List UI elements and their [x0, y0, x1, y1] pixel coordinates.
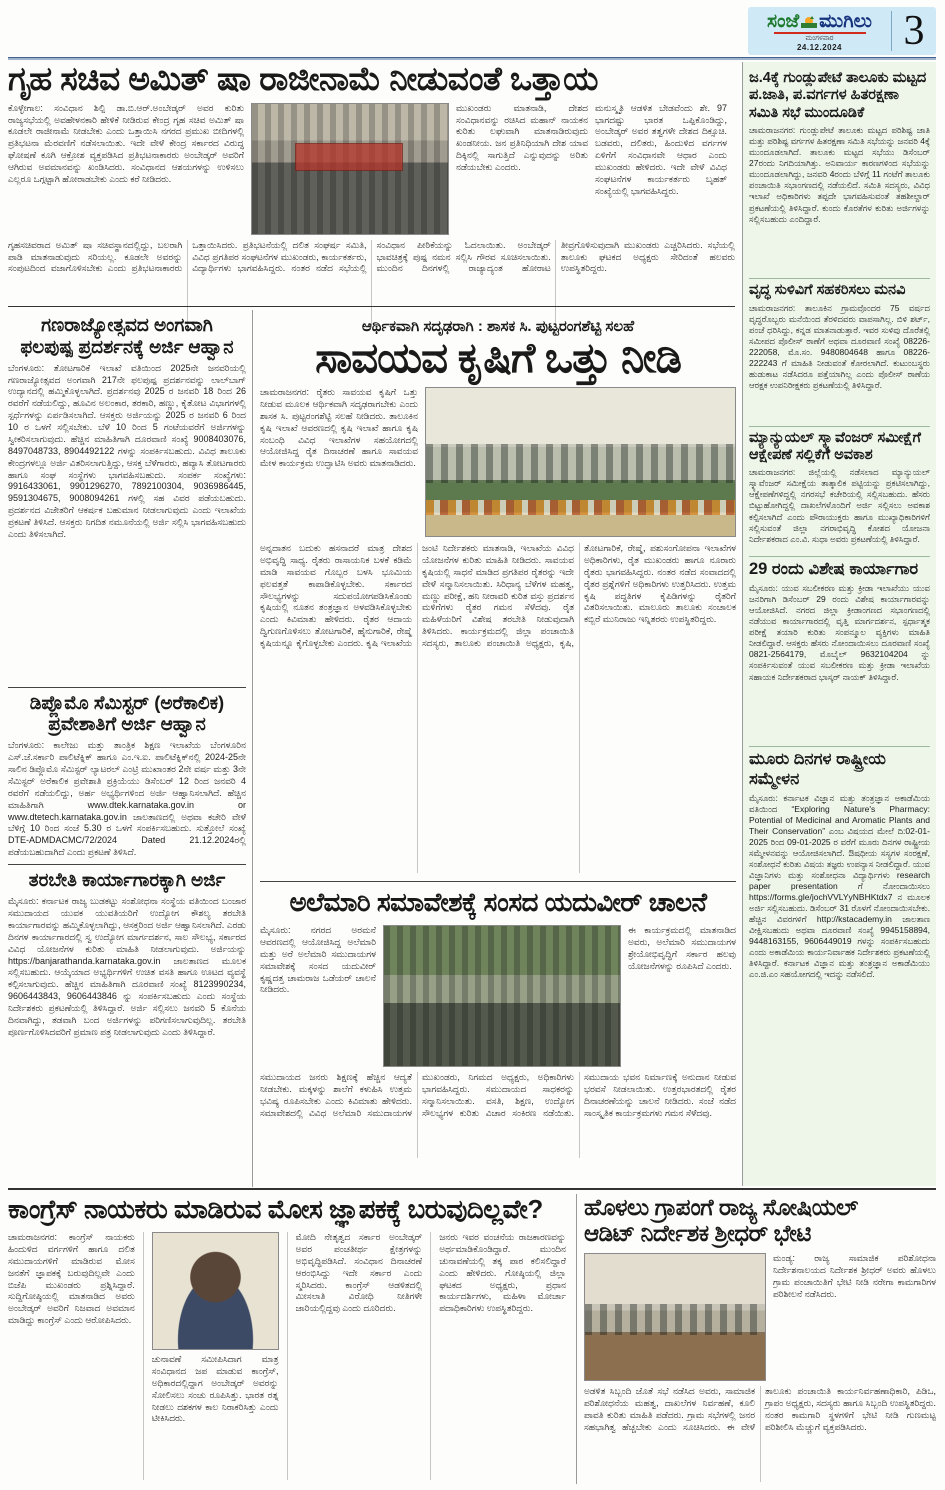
organic-bottom-3: ಕಾರ್ಯಕ್ರಮದಲ್ಲಿ ಜಿಲ್ಲಾ ಪಂಚಾಯಿತಿ ಸದಸ್ಯರು, ತಾಲೂಕು ಪಂಚಾಯಿತಿ ಅಧ್ಯಕ್ಷರು, ಕೃಷಿ, ತೋಟಗಾರಿಕೆ, ರೇಷ್ಮೆ, ಪಶುಸಂಗೋಪನಾ ಇಲಾಖೆಗಳ ಅಧಿಕಾರಿಗಳು, ರೈತ ಮುಖಂಡರು ಹಾಗೂ ನೂರಾರು ರೈತರು ಭಾಗವಹಿಸಿದ್ದರು. ನಂತರ ನಡೆದ ಸಂವಾದದಲ್ಲಿ ರೈತರ ಪ್ರಶ್ನೆಗಳಿಗೆ ಅಧಿಕಾರಿಗಳು ಉತ್ತರಿಸಿದರು. ಉತ್ತಮ ಕೃಷಿ ಪದ್ಧತಿಗಳ ಕೈಪಿಡಿಗಳನ್ನು ರೈತರಿಗೆ ವಿತರಿಸಲಾಯಿತು. ಮಾಲೂರು ತಾಲೂಕು ಸಂಚಾಲಕ ಕಬ್ಬಿರೆ ಮುನಿರಾಜು ಇನ್ನಿತರರು ಉಪಸ್ಥಿತರಿದ್ದರು. — [422, 543, 736, 648]
masthead — [748, 7, 936, 55]
alemari-body-bottom — [260, 1072, 736, 1158]
column-rule — [143, 1232, 144, 1480]
page-number: 3 — [903, 8, 925, 54]
middle-column — [260, 310, 736, 1187]
article-flower-show — [8, 310, 246, 681]
masthead-day: ಮಂಗಳವಾರ — [805, 34, 834, 42]
column-rule — [287, 1232, 288, 1480]
article-amit-shah — [8, 62, 735, 302]
organic-bottom-2: ಕೃಷಿ ಇಲಾಖೆಯ ಜಂಟಿ ನಿರ್ದೇಶಕರು ಮಾತನಾಡಿ, ಇಲಾಖೆಯ ವಿವಿಧ ಯೋಜನೆಗಳ ಕುರಿತು ಮಾಹಿತಿ ನೀಡಿದರು. ಸಾವಯವ ಕೃಷಿಯಲ್ಲಿ ಸಾಧನೆ ಮಾಡಿದ ಪ್ರಗತಿಪರ ರೈತರನ್ನು ಇದೇ ವೇಳೆ ಸನ್ಮಾನಿಸಲಾಯಿತು. ಸಿರಿಧಾನ್ಯ ಬೆಳೆಗಳ ಮಹತ್ವ, ಮಣ್ಣು ಪರೀಕ್ಷೆ, ಹನಿ ನೀರಾವರಿ ಕುರಿತ ವಸ್ತು ಪ್ರದರ್ಶನ ಮಳಿಗೆಗಳು ರೈತರ ಗಮನ ಸೆಳೆದವು. ರೈತ ಮಹಿಳೆಯರಿಗೆ ವಿಶೇಷ ತರಬೇತಿ ನೀಡುವುದಾಗಿ ತಿಳಿಸಿದರು. — [366, 543, 574, 648]
top-story-headline: ಗೃಹ ಸಚಿವ ಅಮಿತ್ ಷಾ ರಾಜೀನಾಮೆ ನೀಡುವಂತೆ ಒತ್ತಾಯ — [8, 60, 598, 97]
diploma-body: ಬೆಂಗಳೂರು: ಕಾಲೇಜು ಮತ್ತು ತಾಂತ್ರಿಕ ಶಿಕ್ಷಣ ಇಲಾಖೆಯ ಬೆಂಗಳೂರಿನ ಎಸ್.ಜೆ.ಸರ್ಕಾರಿ ಪಾಲಿಟೆಕ್ನಿಕ್ ಹಾಗೂ ಎಂ.ಇ.ಐ. ಪಾಲಿಟೆಕ್ನಿಕ್‌ನಲ್ಲಿ 2024-25ನೇ ಸಾಲಿನ ಡಿಪ್ಲೊಮೊ ಸೆಮಿಸ್ಟರ್ ಲ್ಯಾಟರಲ್ ಎಂಟ್ರಿ ಮುಖಾಂತರ 2ನೇ ವರ್ಷ ಮತ್ತು 3ನೇ ಸೆಮಿಸ್ಟರ್ ಅರೆಕಾಲಿಕ ಪ್ರವೇಶಾತಿ ಪ್ರಕ್ರಿಯೆಯು ಡಿಸೆಂಬರ್ 12 ರಿಂದ ಜನವರಿ 4 ರವರೆಗೆ ನಡೆಯಲಿದ್ದು, ಅರ್ಹ ಅಭ್ಯರ್ಥಿಗಳಿಂದ ಅರ್ಜಿ ಆಹ್ವಾನಿಸಲಾಗಿದೆ. ಹೆಚ್ಚಿನ ಮಾಹಿತಿಗಾಗಿ www.dtek.karnataka.gov.in or www.dtetech.karnataka.gov.in ಜಾಲತಾಣದಲ್ಲಿ ಅಥವಾ ಕಚೇರಿ ವೇಳೆ ಬೆಳಿಗ್ಗೆ 10 ರಿಂದ ಸಂಜೆ 5.30 ರ ಒಳಗೆ ಸಂಪರ್ಕಿಸಬಹುದು. ಸುತ್ತೋಲೆ ಸಂಖ್ಯೆ DTE-ADMDACMC/72/2024 Dated 21.12.2024ರಲ್ಲಿ ಪಡೆಯಬಹುದಾಗಿದೆ ಎಂದು ಪ್ರಕಟಣೆ ತಿಳಿಸಿದೆ. — [8, 740, 246, 858]
section-rule — [8, 306, 735, 307]
top-story-col2: ಮುಖಂಡರು ಮಾತನಾಡಿ, ದೇಶದ ಸಂವಿಧಾನವನ್ನು ರಚಿಸಿದ ಮಹಾನ್ ನಾಯಕನ ಕುರಿತು ಲಘುವಾಗಿ ಮಾತನಾಡಿರುವುದು ಖಂಡನೀಯ. ಜನ ಪ್ರತಿನಿಧಿಯಾಗಿ ದೇಶ ಯಾವ ದಿಕ್ಕಿನಲ್ಲಿ ಸಾಗುತ್ತಿದೆ ಎನ್ನುವುದನ್ನು ಅರಿತು ನಡೆಯಬೇಕು ಎಂದರು. — [456, 102, 588, 173]
masthead-brand — [748, 7, 891, 55]
brand-name-part1: ಸಂಜೆ — [767, 10, 800, 32]
organic-body-left: ಚಾಮರಾಜನಗರ: ರೈತರು ಸಾವಯವ ಕೃಷಿಗೆ ಒತ್ತು ನೀಡುವ ಮೂಲಕ ಆರ್ಥಿಕವಾಗಿ ಸದೃಢರಾಗಬೇಕು ಎಂದು ಶಾಸಕ ಸಿ. ಪುಟ್ಟರಂಗಶೆಟ್ಟಿ ಸಲಹೆ ನೀಡಿದರು. ತಾಲೂಕಿನ ಕೃಷಿ ಇಲಾಖೆ ಆವರಣದಲ್ಲಿ ಕೃಷಿ ಇಲಾಖೆ ಹಾಗೂ ಕೃಷಿ ಸಂಬಂಧಿ ವಿವಿಧ ಇಲಾಖೆಗಳ ಸಹಯೋಗದಲ್ಲಿ ಆಯೋಜಿಸಿದ್ದ ರೈತ ದಿನಾಚರಣೆ ಹಾಗೂ ಸಾವಯವ ಮೇಳ ಕಾರ್ಯಕ್ರಮ ಉದ್ಘಾಟಿಸಿ ಅವರು ಮಾತನಾಡಿದರು. — [260, 387, 418, 469]
organic-headline: ಸಾವಯವ ಕೃಷಿಗೆ ಒತ್ತು ನೀಡಿ — [315, 334, 681, 381]
congress-col3: ಮೋದಿ ನೇತೃತ್ವದ ಸರ್ಕಾರ ಅಂಬೇಡ್ಕರ್ ಅವರ ಪಂಚತೀರ್ಥ ಕ್ಷೇತ್ರಗಳನ್ನು ಅಭಿವೃದ್ಧಿಪಡಿಸಿದೆ. ಸಂವಿಧಾನ ದಿನಾಚರಣೆ ಆರಂಭಿಸಿದ್ದು ಇದೇ ಸರ್ಕಾರ ಎಂದು ಸ್ಮರಿಸಿದರು. ಕಾಂಗ್ರೆಸ್ ಆಡಳಿತದಲ್ಲಿ ಮೀಸಲಾತಿ ವಿರೋಧಿ ನೀತಿಗಳೇ ಜಾರಿಯಲ್ಲಿದ್ದವು ಎಂದು ದೂರಿದರು. — [295, 1232, 423, 1314]
sunset-palm-icon — [801, 14, 817, 28]
top-story-bottom: ಗೃಹಸಚಿವರಾದ ಅಮಿತ್ ಷಾ ಸಚಿವಸ್ಥಾನದಲ್ಲಿದ್ದು, ಬಲರಾಗಿ ಪಾಡಿ ಮಾತನಾಡುವುದು ಸರಿಯಲ್ಲ. ಕೂಡಲೇ ಅವರನ್ನು ಸಂಪುಟದಿಂದ ವಜಾಗೊಳಿಸಬೇಕು ಎಂದು ಪ್ರತಿಭಟನಾಕಾರರು ಒತ್ತಾಯಿಸಿದರು. ಪ್ರತಿಭಟನೆಯಲ್ಲಿ ದಲಿತ ಸಂಘರ್ಷ ಸಮಿತಿ, ವಿವಿಧ ಪ್ರಗತಿಪರ ಸಂಘಟನೆಗಳ ಮುಖಂಡರು, ಕಾರ್ಯಕರ್ತರು, ವಿದ್ಯಾರ್ಥಿಗಳು ಭಾಗವಹಿಸಿದ್ದರು. ನಂತರ ನಡೆದ ಸಭೆಯಲ್ಲಿ ಸಂವಿಧಾನ ಪೀಠಿಕೆಯನ್ನು ಓದಲಾಯಿತು. ಅಂಬೇಡ್ಕರ್ ಭಾವಚಿತ್ರಕ್ಕೆ ಪುಷ್ಪ ನಮನ ಸಲ್ಲಿಸಿ ಗೌರವ ಸೂಚಿಸಲಾಯಿತು. ಮುಂದಿನ ದಿನಗಳಲ್ಲಿ ರಾಜ್ಯಾದ್ಯಂತ ಹೋರಾಟ ತೀವ್ರಗೊಳಿಸುವುದಾಗಿ ಮುಖಂಡರು ಎಚ್ಚರಿಸಿದರು. ಸಭೆಯಲ್ಲಿ ತಾಲೂಕು ಘಟಕದ ಅಧ್ಯಕ್ಷರು ಸೇರಿದಂತೆ ಹಲವರು ಉಪಸ್ಥಿತರಿದ್ದರು. — [8, 239, 735, 274]
protest-photo — [251, 103, 449, 235]
top-story-col1: ಕೊಳ್ಳೇಗಾಲ: ಸಂವಿಧಾನ ಶಿಲ್ಪಿ ಡಾ.ಬಿ.ಆರ್.ಅಂಬೇಡ್ಕರ್ ಅವರ ಕುರಿತು ರಾಜ್ಯಸಭೆಯಲ್ಲಿ ಅವಹೇಳನಕಾರಿ ಹೇಳಿಕೆ ನೀಡಿರುವ ಕೇಂದ್ರ ಗೃಹ ಸಚಿವ ಅಮಿತ್ ಷಾ ಕೂಡಲೇ ರಾಜೀನಾಮೆ ನೀಡಬೇಕು ಎಂದು ಒತ್ತಾಯಿಸಿ ನಗರದ ಪ್ರಮುಖ ಬೀದಿಗಳಲ್ಲಿ ಪ್ರತಿಭಟನಾ ಮೆರವಣಿಗೆ ನಡೆಸಲಾಯಿತು. ಇದೇ ವೇಳೆ ಕೇಂದ್ರ ಸರ್ಕಾರದ ವಿರುದ್ಧ ಘೋಷಣೆ ಕೂಗಿ ಆಕ್ರೋಶ ವ್ಯಕ್ತಪಡಿಸಿದ ಪ್ರತಿಭಟನಾಕಾರರು ಅಂಬೇಡ್ಕರ್ ಅವರಿಗೆ ಆಗಿರುವ ಅವಮಾನವನ್ನು ಖಂಡಿಸಿದರು. ಸಂವಿಧಾನದ ಆಶಯಗಳನ್ನು ಉಳಿಸಲು ಎಲ್ಲರೂ ಒಗ್ಗಟ್ಟಾಗಿ ಹೋರಾಡಬೇಕು ಎಂದು ಕರೆ ನೀಡಿದರು. — [8, 102, 244, 184]
sidebar-headline-2: ವೃದ್ಧ ಸುಳಿವಿಗೆ ಸಹಕರಿಸಲು ಮನವಿ — [749, 282, 906, 299]
congress-col1: ಚಾಮರಾಜನಗರ: ಕಾಂಗ್ರೆಸ್ ನಾಯಕರು ಹಿಂದುಳಿದ ವರ್ಗಗಳಿಗೆ ಹಾಗೂ ದಲಿತ ಸಮುದಾಯಗಳಿಗೆ ಮಾಡಿರುವ ಮೋಸ ಜನತೆಗೆ ಜ್ಞಾಪಕಕ್ಕೆ ಬರುವುದಿಲ್ಲವೇ ಎಂದು ಬಿಜೆಪಿ ಮುಖಂಡರು ಪ್ರಶ್ನಿಸಿದ್ದಾರೆ. ಸುದ್ದಿಗೋಷ್ಠಿಯಲ್ಲಿ ಮಾತನಾಡಿದ ಅವರು ಅಂಬೇಡ್ಕರ್ ಅವರಿಗೆ ನಿಜವಾದ ಅವಮಾನ ಮಾಡಿದ್ದು ಕಾಂಗ್ರೆಸ್ ಎಂದು ಆರೋಪಿಸಿದರು. — [8, 1232, 135, 1326]
training-headline: ತರಬೇತಿ ಕಾರ್ಯಾಗಾರಕ್ಕಾಗಿ ಅರ್ಜಿ — [28, 869, 226, 891]
diploma-headline-line2: ಪ್ರವೇಶಾತಿಗೆ ಅರ್ಜಿ ಆಹ್ವಾನ — [48, 713, 206, 735]
organic-kicker: ಆರ್ಥಿಕವಾಗಿ ಸದೃಢರಾಗಿ : ಶಾಸಕ ಸಿ. ಪುಟ್ಟರಂಗಶೆಟ್ಟಿ ಸಲಹೆ — [361, 318, 635, 335]
article-organic-farming — [260, 310, 736, 873]
sidebar-headline-3: ಮ್ಯಾನ್ಯುಯಲ್ ಸ್ಕ್ಯಾವೆಂಜರ್ ಸಮೀಕ್ಷೆಗೆ ಆಕ್ಷೇಪಣೆ ಸಲ್ಲಿಕೆಗೆ ಅವಕಾಶ — [749, 429, 921, 463]
alemari-bottom-2: ಸಮಾವೇಶದಲ್ಲಿ ವಿವಿಧ ಅಲೆಮಾರಿ ಸಮುದಾಯಗಳ ಮುಖಂಡರು, ನಿಗಮದ ಅಧ್ಯಕ್ಷರು, ಅಧಿಕಾರಿಗಳು ಭಾಗವಹಿಸಿದ್ದರು. ಸಮುದಾಯದ ಸಾಧಕರನ್ನು ಸನ್ಮಾನಿಸಲಾಯಿತು. ವಸತಿ, ಶಿಕ್ಷಣ, ಉದ್ಯೋಗ ಸೌಲಭ್ಯಗಳ ಕುರಿತು ವಿಚಾರ ಸಂಕಿರಣ ನಡೆಯಿತು. ಸಮುದಾಯ ಭವನ ನಿರ್ಮಾಣಕ್ಕೆ ಅನುದಾನ ನೀಡುವ ಭರವಸೆ ನೀಡಲಾಯಿತು. ಉತ್ತರಭಾರತದಲ್ಲಿ ರೈತರ ದಿನಾಚರಣೆಯನ್ನು ಚಾಲನೆ ನೀಡಿದರು. ಸಂಜೆ ನಡೆದ ಸಾಂಸ್ಕೃತಿಕ ಕಾರ್ಯಕ್ರಮಗಳು ಗಮನ ಸೆಳೆದವು. — [260, 1072, 736, 1118]
article-holalu — [576, 1194, 936, 1484]
congress-col2-text: ಚುನಾವಣೆ ಸಮೀಪಿಸಿದಾಗ ಮಾತ್ರ ಸಂವಿಧಾನದ ಜಪ ಮಾಡುವ ಕಾಂಗ್ರೆಸ್, ಅಧಿಕಾರದಲ್ಲಿದ್ದಾಗ ಅಂಬೇಡ್ಕರ್ ಅವರನ್ನು ಸೋಲಿಸಲು ಸಂಚು ರೂಪಿಸಿತ್ತು. ಭಾರತ ರತ್ನ ನೀಡಲು ದಶಕಗಳ ಕಾಲ ನಿರಾಕರಿಸಿತ್ತು ಎಂದು ಟೀಕಿಸಿದರು. — [151, 1354, 279, 1424]
sidebar-article-missing-elder — [749, 279, 930, 426]
sidebar-article-national-conference — [749, 747, 930, 1106]
sidebar-headline-5: ಮೂರು ದಿನಗಳ ರಾಷ್ಟ್ರೀಯ ಸಮ್ಮೇಳನ — [749, 750, 886, 788]
article-congress — [8, 1194, 566, 1484]
sidebar-body-5: ಮೈಸೂರು: ಕರ್ನಾಟಕ ವಿಜ್ಞಾನ ಮತ್ತು ತಂತ್ರಜ್ಞಾನ ಅಕಾಡೆಮಿಯ ವತಿಯಿಂದ “Exploring Nature's Pharmacy: Potential of Medicinal and Aromatic Plants and Their Conservation” ಎಂಬ ವಿಷಯದ ಮೇಲೆ ದಿ:02-01-2025 ರಿಂದ 09-01-2025 ರ ವರೆಗೆ ಮೂರು ದಿನಗಳ ರಾಷ್ಟ್ರೀಯ ಸಮ್ಮೇಳನವನ್ನು ಆಯೋಜಿಸಲಾಗಿದೆ. ಔಷಧೀಯ ಸಸ್ಯಗಳ ಸಂರಕ್ಷಣೆ, ಸಂಶೋಧನೆ ಕುರಿತು ವಿಷಯ ತಜ್ಞರು ಉಪನ್ಯಾಸ ನೀಡಲಿದ್ದಾರೆ. ಯುವ ವಿಜ್ಞಾನಿಗಳು ಮತ್ತು ಸಂಶೋಧನಾ ವಿದ್ಯಾರ್ಥಿಗಳು research paper presentation ಗೆ ನೋಂದಾಯಿಸಲು https://forms.gle/jochVVLYyNBHKtdx7 ನ ಮೂಲಕ ಅರ್ಜಿ ಸಲ್ಲಿಸಬಹುದು. ಡಿಸೆಂಬರ್ 31 ರೊಳಗೆ ನೋಂದಾಯಿಸಬೇಕು. ಹೆಚ್ಚಿನ ವಿವರಗಳಿಗೆ http://kstacademy.in ಜಾಲತಾಣ ವೀಕ್ಷಿಸಬಹುದು ಅಥವಾ ದೂರವಾಣಿ ಸಂಖ್ಯೆ 9945158894, 9448163155, 9606449019 ಗಳನ್ನು ಸಂಪರ್ಕಿಸಬಹುದು ಎಂದು ಅಕಾಡೆಮಿಯ ಕಾರ್ಯನಿರ್ವಾಹಕ ನಿರ್ದೇಶಕರು ಪ್ರಕಟಣೆಯಲ್ಲಿ ತಿಳಿಸಿದ್ದಾರೆ. ಕರ್ನಾಟಕ ವಿಜ್ಞಾನ ಮತ್ತು ತಂತ್ರಜ್ಞಾನ ಅಕಾಡೆಮಿಯು ಎಂ.ಜಿ.ಎಂ ಸಹಯೋಗದಲ್ಲಿ ಇದನ್ನು ನಡೆಸಲಿದೆ. — [749, 792, 930, 980]
protest-banner — [295, 143, 403, 172]
article-diploma — [8, 688, 246, 859]
alemari-body-left: ಮೈಸೂರು: ನಗರದ ಅರಮನೆ ಆವರಣದಲ್ಲಿ ಆಯೋಜಿಸಿದ್ದ ಅಲೆಮಾರಿ ಮತ್ತು ಅರೆ ಅಲೆಮಾರಿ ಸಮುದಾಯಗಳ ಸಮಾವೇಶಕ್ಕೆ ಸಂಸದ ಯದುವೀರ್ ಕೃಷ್ಣದತ್ತ ಚಾಮರಾಜ ಒಡೆಯರ್ ಚಾಲನೆ ನೀಡಿದರು. — [260, 925, 376, 995]
leader-portrait-photo — [152, 1232, 279, 1350]
holalu-body-right: ಮಂಡ್ಯ: ರಾಜ್ಯ ಸಾಮಾಜಿಕ ಪರಿಶೋಧನಾ ನಿರ್ದೇಶನಾಲಯದ ನಿರ್ದೇಶಕ ಶ್ರೀಧರ್ ಅವರು ಹೊಳಲು ಗ್ರಾಮ ಪಂಚಾಯಿತಿಗೆ ಭೇಟಿ ನೀಡಿ ನರೇಗಾ ಕಾಮಗಾರಿಗಳ ಪರಿಶೀಲನೆ ನಡೆಸಿದರು. — [773, 1252, 936, 1299]
top-story-col3: ಮನುಸ್ಮೃತಿ ಆಡಳಿತ ಬೇಡವೆಂದು ಶೇ. 97 ಭಾಗದಷ್ಟು ಭಾರತ ಒಪ್ಪಿಕೊಂಡಿದ್ದು, ಅಂಬೇಡ್ಕರ್ ಅವರ ತತ್ವಗಳೇ ದೇಶದ ದಿಕ್ಸೂಚಿ. ಬಡವರು, ದಲಿತರು, ಹಿಂದುಳಿದ ವರ್ಗಗಳ ಏಳಿಗೆಗೆ ಸಂವಿಧಾನವೇ ಆಧಾರ ಎಂದು ಮುಖಂಡರು ಹೇಳಿದರು. ಇದೇ ವೇಳೆ ವಿವಿಧ ಸಂಘಟನೆಗಳ ಕಾರ್ಯಕರ್ತರು ಬೃಹತ್ ಸಂಖ್ಯೆಯಲ್ಲಿ ಭಾಗವಹಿಸಿದ್ದರು. — [595, 102, 727, 196]
holalu-body-bottom: ಅಡಳಿತ ಸಿಬ್ಬಂದಿ ಜೊತೆ ಸಭೆ ನಡೆಸಿದ ಅವರು, ಸಾಮಾಜಿಕ ಪರಿಶೋಧನೆಯ ಮಹತ್ವ, ದಾಖಲೆಗಳ ನಿರ್ವಹಣೆ, ಕೂಲಿ ಪಾವತಿ ಕುರಿತು ಮಾಹಿತಿ ಪಡೆದರು. ಗ್ರಾಮ ಸಭೆಗಳಲ್ಲಿ ಜನರ ಸಹಭಾಗಿತ್ವ ಹೆಚ್ಚಬೇಕು ಎಂದು ಸೂಚಿಸಿದರು. ಈ ವೇಳೆ ತಾಲೂಕು ಪಂಚಾಯಿತಿ ಕಾರ್ಯನಿರ್ವಹಣಾಧಿಕಾರಿ, ಪಿಡಿಒ, ಗ್ರಾಪಂ ಅಧ್ಯಕ್ಷರು, ಸದಸ್ಯರು ಹಾಗೂ ಸಿಬ್ಬಂದಿ ಉಪಸ್ಥಿತರಿದ್ದರು. ನಂತರ ಕಾಮಗಾರಿ ಸ್ಥಳಗಳಿಗೆ ಭೇಟಿ ನೀಡಿ ಗುಣಮಟ್ಟ ಪರಿಶೀಲಿಸಿ ಮೆಚ್ಚುಗೆ ವ್ಯಕ್ತಪಡಿಸಿದರು. — [584, 1385, 936, 1432]
congress-headline: ಕಾಂಗ್ರೆಸ್ ನಾಯಕರು ಮಾಡಿರುವ ಮೋಸ ಜ್ಞಾಪಕಕ್ಕೆ ಬರುವುದಿಲ್ಲವೇ? — [8, 1194, 543, 1224]
office-visit-photo — [584, 1253, 766, 1381]
flower-headline-line2: ಫಲಪುಷ್ಪ ಪ್ರದರ್ಶನಕ್ಕೆ ಅರ್ಜಿ ಆಹ್ವಾನ — [20, 335, 234, 357]
bottom-band-rule — [8, 1188, 936, 1190]
brand-name-part2: ಮುಗಿಲು — [819, 10, 872, 32]
left-column — [8, 310, 253, 1187]
alemari-convention-photo — [383, 925, 621, 1067]
alemari-body-right: ಈ ಕಾರ್ಯಕ್ರಮದಲ್ಲಿ ಮಾತನಾಡಿದ ಅವರು, ಅಲೆಮಾರಿ ಸಮುದಾಯಗಳ ಶ್ರೇಯೋಭಿವೃದ್ಧಿಗೆ ಸರ್ಕಾರ ಹಲವು ಯೋಜನೆಗಳನ್ನು ರೂಪಿಸಿದೆ ಎಂದರು. — [628, 925, 736, 971]
sidebar-body-1: ಚಾಮರಾಜನಗರ: ಗುಂಡ್ಲುಪೇಟೆ ತಾಲೂಕು ಮಟ್ಟದ ಪರಿಶಿಷ್ಟ ಜಾತಿ ಮತ್ತು ಪರಿಶಿಷ್ಟ ವರ್ಗಗಳ ಹಿತರಕ್ಷಣಾ ಸಮಿತಿ ಸಭೆಯನ್ನು ಜನವರಿ 4ಕ್ಕೆ ಮುಂದೂಡಲಾಗಿದೆ. ತಾಲೂಕು ಮಟ್ಟದ ಸಭೆಯು ಡಿಸೆಂಬರ್ 27ರಂದು ನಿಗದಿಯಾಗಿತ್ತು. ಅನಿವಾರ್ಯ ಕಾರಣಗಳಿಂದ ಸಭೆಯನ್ನು ಮುಂದೂಡಲಾಗಿದ್ದು, ಜನವರಿ 4ರಂದು ಬೆಳಿಗ್ಗೆ 11 ಗಂಟೆಗೆ ತಾಲೂಕು ಪಂಚಾಯಿತಿ ಸಭಾಂಗಣದಲ್ಲಿ ನಡೆಯಲಿದೆ. ಸಮಿತಿ ಸದಸ್ಯರು, ವಿವಿಧ ಇಲಾಖೆ ಅಧಿಕಾರಿಗಳು ತಪ್ಪದೇ ಭಾಗವಹಿಸುವಂತೆ ತಹಶೀಲ್ದಾರ್ ಪ್ರಕಟಣೆಯಲ್ಲಿ ತಿಳಿಸಿದ್ದಾರೆ. ಕುಂದು ಕೊರತೆಗಳ ಕುರಿತು ಅರ್ಜಿಗಳನ್ನು ಸಲ್ಲಿಸಬಹುದು ಎಂದಿದ್ದಾರೆ. — [749, 125, 930, 224]
article-training — [8, 865, 246, 1128]
alemari-bottom-1: ಸಮುದಾಯದ ಜನರು ಶಿಕ್ಷಣಕ್ಕೆ ಹೆಚ್ಚಿನ ಆದ್ಯತೆ ನೀಡಬೇಕು. ಮಕ್ಕಳನ್ನು ಶಾಲೆಗೆ ಕಳುಹಿಸಿ ಉತ್ತಮ ಭವಿಷ್ಯ ರೂಪಿಸಬೇಕು ಎಂದು ಕಿವಿಮಾತು ಹೇಳಿದರು. — [260, 1072, 412, 1106]
flower-body: ಬೆಂಗಳೂರು: ತೋಟಗಾರಿಕೆ ಇಲಾಖೆ ವತಿಯಿಂದ 2025ನೇ ಜನವರಿಯಲ್ಲಿ ಗಣರಾಜ್ಯೋತ್ಸವದ ಅಂಗವಾಗಿ 217ನೇ ಫಲಪುಷ್ಪ ಪ್ರದರ್ಶನವನ್ನು ಲಾಲ್‌ಬಾಗ್ ಉದ್ಯಾನದಲ್ಲಿ ಹಮ್ಮಿಕೊಳ್ಳಲಾಗಿದೆ. ಪ್ರದರ್ಶನವು 2025 ರ ಜನವರಿ 18 ರಿಂದ 26 ರವರೆಗೆ ನಡೆಯಲಿದ್ದು, ಹೂವಿನ ಅಲಂಕಾರ, ತರಕಾರಿ, ಹಣ್ಣು, ಕೈತೋಟ ವಿಭಾಗಗಳಲ್ಲಿ ಸ್ಪರ್ಧೆಗಳನ್ನು ಏರ್ಪಡಿಸಲಾಗಿದೆ. ಆಸಕ್ತರು ಅರ್ಜಿಯನ್ನು 2025 ರ ಜನವರಿ 6 ರಿಂದ 10 ರ ಒಳಗೆ ಸಲ್ಲಿಸಬೇಕು. ಬೆಳೆ 10 ರಿಂದ 5 ಗಂಟೆಯವರೆಗೆ ಅರ್ಜಿಗಳನ್ನು ಸ್ವೀಕರಿಸಲಾಗುವುದು. ಹೆಚ್ಚಿನ ಮಾಹಿತಿಗಾಗಿ ದೂರವಾಣಿ ಸಂಖ್ಯೆ 9008403076, 8497048733, 8904492122 ಗಳನ್ನು ಸಂಪರ್ಕಿಸಬಹುದು. ವಿವಿಧ ತಾಲೂಕು ಕೇಂದ್ರಗಳಲ್ಲೂ ಅರ್ಜಿ ವಿತರಿಸಲಾಗುತ್ತಿದ್ದು, ಆಸಕ್ತ ಬೆಳೆಗಾರರು, ಹವ್ಯಾಸಿ ತೋಟಗಾರರು ಹಾಗೂ ಸಂಘ ಸಂಸ್ಥೆಗಳು ಭಾಗವಹಿಸಬಹುದು. ಸಂಪರ್ಕ ಸಂಖ್ಯೆಗಳು: 9916433061, 9901296270, 7892100304, 9036986445, 9591304675, 9008094261 ಗಳಲ್ಲಿ ಸಹ ವಿವರ ಪಡೆಯಬಹುದು. ಪ್ರದರ್ಶನದ ವಿಜೇತರಿಗೆ ಆಕರ್ಷಕ ಬಹುಮಾನ ನೀಡಲಾಗುವುದು ಎಂದು ಇಲಾಖೆಯ ಪ್ರಕಟಣೆ ತಿಳಿಸಿದೆ. ಆಸಕ್ತರು ನಿಗದಿತ ನಮೂನೆಯಲ್ಲಿ ಅರ್ಜಿ ಸಲ್ಲಿಸಿ ಭಾಗವಹಿಸಬಹುದು ಎಂದು ತಿಳಿಸಲಾಗಿದೆ. — [8, 362, 246, 539]
alemari-headline: ಅಲೆಮಾರಿ ಸಮಾವೇಶಕ್ಕೆ ಸಂಸದ ಯದುವೀರ್ ಚಾಲನೆ — [289, 887, 707, 917]
right-sidebar — [742, 62, 936, 1186]
sidebar-body-4: ಮೈಸೂರು: ಯುವ ಸಬಲೀಕರಣ ಮತ್ತು ಕ್ರೀಡಾ ಇಲಾಖೆಯು ಯುವ ಜನರಿಗಾಗಿ ಡಿಸೆಂಬರ್ 29 ರಂದು ವಿಶೇಷ ಕಾರ್ಯಾಗಾರವನ್ನು ಆಯೋಜಿಸಿದೆ. ನಗರದ ಜಿಲ್ಲಾ ಕ್ರೀಡಾಂಗಣದ ಸಭಾಂಗಣದಲ್ಲಿ ನಡೆಯುವ ಕಾರ್ಯಾಗಾರದಲ್ಲಿ ವೃತ್ತಿ ಮಾರ್ಗದರ್ಶನ, ಸ್ಪರ್ಧಾತ್ಮಕ ಪರೀಕ್ಷೆ ತಯಾರಿ ಕುರಿತು ಸಂಪನ್ಮೂಲ ವ್ಯಕ್ತಿಗಳು ಮಾಹಿತಿ ನೀಡಲಿದ್ದಾರೆ. ಆಸಕ್ತರು ಹೆಸರು ನೋಂದಾಯಿಸಲು ದೂರವಾಣಿ ಸಂಖ್ಯೆ 0821-2564179, ಮೊಬೈಲ್ 9632104204 ನ್ನು ಸಂಪರ್ಕಿಸುವಂತೆ ಯುವ ಸಬಲೀಕರಣ ಮತ್ತು ಕ್ರೀಡಾ ಇಲಾಖೆಯ ಸಹಾಯಕ ನಿರ್ದೇಶಕರಾದ ಭಾಸ್ಕರ್ ನಾಯಕ್ ತಿಳಿಸಿದ್ದಾರೆ. — [749, 583, 930, 682]
congress-col2 — [152, 1232, 279, 1480]
brand-underline — [774, 32, 866, 34]
diploma-headline-line1: ಡಿಪ್ಲೊಮೊ ಸೆಮಿಸ್ಟರ್ (ಅರೆಕಾಲಿಕ) — [29, 691, 225, 713]
congress-col4: ಜನರು ಇವರ ವಂಚನೆಯ ರಾಜಕಾರಣವನ್ನು ಅರ್ಥಮಾಡಿಕೊಂಡಿದ್ದಾರೆ. ಮುಂದಿನ ಚುನಾವಣೆಯಲ್ಲಿ ತಕ್ಕ ಪಾಠ ಕಲಿಸಲಿದ್ದಾರೆ ಎಂದು ಹೇಳಿದರು. ಗೋಷ್ಠಿಯಲ್ಲಿ ಜಿಲ್ಲಾ ಘಟಕದ ಅಧ್ಯಕ್ಷರು, ಪ್ರಧಾನ ಕಾರ್ಯದರ್ಶಿಗಳು, ಮಹಿಳಾ ಮೋರ್ಚಾ ಪದಾಧಿಕಾರಿಗಳು ಉಪಸ್ಥಿತರಿದ್ದರು. — [439, 1232, 566, 1314]
sidebar-body-3: ಚಾಮರಾಜನಗರ: ಜಿಲ್ಲೆಯಲ್ಲಿ ನಡೆಸಲಾದ ಮ್ಯಾನ್ಯುಯಲ್ ಸ್ಕ್ಯಾವೆಂಜರ್ ಸಮೀಕ್ಷೆಯ ತಾತ್ಕಾಲಿಕ ಪಟ್ಟಿಯನ್ನು ಪ್ರಕಟಿಸಲಾಗಿದ್ದು, ಆಕ್ಷೇಪಣೆಗಳಿದ್ದಲ್ಲಿ ನಗರಸಭೆ ಕಚೇರಿಯಲ್ಲಿ ಸಲ್ಲಿಸಬಹುದು. ಹೆಸರು ಬಿಟ್ಟುಹೋಗಿದ್ದಲ್ಲಿ ದಾಖಲೆಗಳೊಂದಿಗೆ ಅರ್ಜಿ ಸಲ್ಲಿಸಲು ಅವಕಾಶ ಕಲ್ಪಿಸಲಾಗಿದೆ ಎಂದು ಪೌರಾಯುಕ್ತರು ಹಾಗೂ ಮುಖ್ಯಾಧಿಕಾರಿಗಳಿಗೆ ಸಲ್ಲಿಸುವಂತೆ ಜಿಲ್ಲಾ ನಗರಾಭಿವೃದ್ಧಿ ಕೋಶದ ಯೋಜನಾ ನಿರ್ದೇಶಕರಾದ ಎಂ.ವಿ. ಸುಧಾ ಅವರು ಪ್ರಕಟಣೆಯಲ್ಲಿ ತಿಳಿಸಿದ್ದಾರೆ. — [749, 467, 930, 544]
farmers-event-photo — [425, 387, 736, 537]
article-alemari — [260, 882, 736, 1158]
organic-body-bottom — [260, 543, 736, 873]
training-body: ಮೈಸೂರು: ಕರ್ನಾಟಕ ರಾಜ್ಯ ಬುಡಕಟ್ಟು ಸಂಶೋಧನಾ ಸಂಸ್ಥೆಯ ವತಿಯಿಂದ ಬಂಜಾರ ಸಮುದಾಯದ ಯುವಕ ಯುವತಿಯರಿಗೆ ಉದ್ಯೋಗ ಕೌಶಲ್ಯ ತರಬೇತಿ ಕಾರ್ಯಾಗಾರವನ್ನು ಹಮ್ಮಿಕೊಳ್ಳಲಾಗಿದ್ದು, ಆಸಕ್ತರಿಂದ ಅರ್ಜಿ ಆಹ್ವಾನಿಸಲಾಗಿದೆ. ಎರಡು ದಿನಗಳ ಕಾರ್ಯಾಗಾರದಲ್ಲಿ ಸ್ವ ಉದ್ಯೋಗ ಮಾರ್ಗದರ್ಶನ, ಸಾಲ ಸೌಲಭ್ಯ, ಸರ್ಕಾರದ ವಿವಿಧ ಯೋಜನೆಗಳ ಕುರಿತು ಮಾಹಿತಿ ನೀಡಲಾಗುವುದು. ಅರ್ಜಿಯನ್ನು https://banjarathanda.karnataka.gov.in ಜಾಲತಾಣದ ಮೂಲಕ ಸಲ್ಲಿಸಬಹುದು. ಆಯ್ಕೆಯಾದ ಅಭ್ಯರ್ಥಿಗಳಿಗೆ ಉಚಿತ ವಸತಿ ಹಾಗೂ ಊಟದ ವ್ಯವಸ್ಥೆ ಕಲ್ಪಿಸಲಾಗುವುದು. ಹೆಚ್ಚಿನ ಮಾಹಿತಿಗಾಗಿ ದೂರವಾಣಿ ಸಂಖ್ಯೆ 8123990234, 9606443843, 9606443846 ನ್ನು ಸಂಪರ್ಕಿಸಬಹುದು ಎಂದು ಸಂಸ್ಥೆಯ ನಿರ್ದೇಶಕರು ಪ್ರಕಟಣೆಯಲ್ಲಿ ತಿಳಿಸಿದ್ದಾರೆ. ಅರ್ಜಿ ಸಲ್ಲಿಸಲು ಜನವರಿ 5 ಕೊನೆಯ ದಿನವಾಗಿದ್ದು, ತಡವಾಗಿ ಬಂದ ಅರ್ಜಿಗಳನ್ನು ಪರಿಗಣಿಸಲಾಗುವುದಿಲ್ಲ. ತರಬೇತಿ ಪೂರ್ಣಗೊಳಿಸಿದವರಿಗೆ ಪ್ರಮಾಣ ಪತ್ರ ನೀಡಲಾಗುವುದು ಎಂದು ತಿಳಿಸಿದ್ದಾರೆ. — [8, 896, 246, 1037]
sidebar-article-workshop — [749, 557, 930, 747]
sidebar-headline-1: ಜ.4ಕ್ಕೆ ಗುಂಡ್ಲುಪೇಟೆ ತಾಲೂಕು ಮಟ್ಟದ ಪ.ಜಾತಿ, ಪ.ವರ್ಗಗಳ ಹಿತರಕ್ಷಣಾ ಸಮಿತಿ ಸಭೆ ಮುಂದೂಡಿಕೆ — [749, 70, 927, 121]
column-rule — [430, 1232, 431, 1480]
sidebar-body-2: ಚಾಮರಾಜನಗರ: ತಾಲೂಕಿನ ಗ್ರಾಮವೊಂದರ 75 ವರ್ಷದ ವೃದ್ಧರೊಬ್ಬರು ಮನೆಯಿಂದ ತೆರಳಿದವರು ವಾಪಸಾಗಿಲ್ಲ. ಬಿಳಿ ಶರ್ಟ್, ಪಂಚೆ ಧರಿಸಿದ್ದು, ಕನ್ನಡ ಮಾತನಾಡುತ್ತಾರೆ. ಇವರ ಸುಳಿವು ದೊರೆತಲ್ಲಿ ಸಮೀಪದ ಪೊಲೀಸ್ ಠಾಣೆಗೆ ಅಥವಾ ದೂರವಾಣಿ ಸಂಖ್ಯೆ 08226-222058, ಮೊ.ಸಂ. 9480804648 ಹಾಗೂ 08226-222243 ಗೆ ಮಾಹಿತಿ ನೀಡುವಂತೆ ಕೋರಲಾಗಿದೆ. ಕುಟುಂಬಸ್ಥರು ಹುಡುಕಾಟ ನಡೆಸಿದರೂ ಪತ್ತೆಯಾಗಿಲ್ಲ ಎಂದು ಪೊಲೀಸ್ ಠಾಣೆಯ ಆರಕ್ಷಕ ಉಪನಿರೀಕ್ಷಕರು ಪ್ರಕಟಣೆಯಲ್ಲಿ ತಿಳಿಸಿದ್ದಾರೆ. — [749, 302, 930, 390]
sidebar-article-scavenger-survey — [749, 427, 930, 558]
masthead-date: 24.12.2024 — [796, 42, 843, 52]
flower-decoration — [426, 500, 735, 515]
organic-bottom-1: ಅನ್ನದಾತನ ಬದುಕು ಹಸನಾದರೆ ಮಾತ್ರ ದೇಶದ ಅಭಿವೃದ್ಧಿ ಸಾಧ್ಯ. ರೈತರು ರಾಸಾಯನಿಕ ಬಳಕೆ ಕಡಿಮೆ ಮಾಡಿ ಸಾವಯವ ಗೊಬ್ಬರ ಬಳಸಿ ಭೂಮಿಯ ಫಲವತ್ತತೆ ಕಾಪಾಡಿಕೊಳ್ಳಬೇಕು. ಸರ್ಕಾರದ ಸೌಲಭ್ಯಗಳನ್ನು ಸದುಪಯೋಗಪಡಿಸಿಕೊಂಡು ಕೃಷಿಯಲ್ಲಿ ನೂತನ ತಂತ್ರಜ್ಞಾನ ಅಳವಡಿಸಿಕೊಳ್ಳಬೇಕು ಎಂದು ಕಿವಿಮಾತು ಹೇಳಿದರು. ರೈತರ ಆದಾಯ ದ್ವಿಗುಣಗೊಳಿಸಲು ತೋಟಗಾರಿಕೆ, ಹೈನುಗಾರಿಕೆ, ರೇಷ್ಮೆ ಕೃಷಿಯನ್ನೂ ಕೈಗೊಳ್ಳಬೇಕು ಎಂದರು. — [260, 543, 412, 648]
flower-headline-line1: ಗಣರಾಜ್ಯೋತ್ಸವದ ಅಂಗವಾಗಿ — [41, 314, 213, 335]
stage-group — [426, 444, 735, 482]
sidebar-article-gundlupete — [749, 67, 930, 279]
meeting-group — [585, 1304, 765, 1334]
holalu-headline-line2: ಆಡಿಟ್ ನಿರ್ದೇಶಕ ಶ್ರೀಧರ್ ಭೇಟಿ — [584, 1220, 811, 1247]
sidebar-headline-4: 29 ರಂದು ವಿಶೇಷ ಕಾರ್ಯಾಗಾರ — [749, 560, 919, 579]
holalu-headline-line1: ಹೊಳಲು ಗ್ರಾಪಂಗೆ ರಾಜ್ಯ ಸೋಷಿಯಲ್ — [584, 1194, 858, 1220]
